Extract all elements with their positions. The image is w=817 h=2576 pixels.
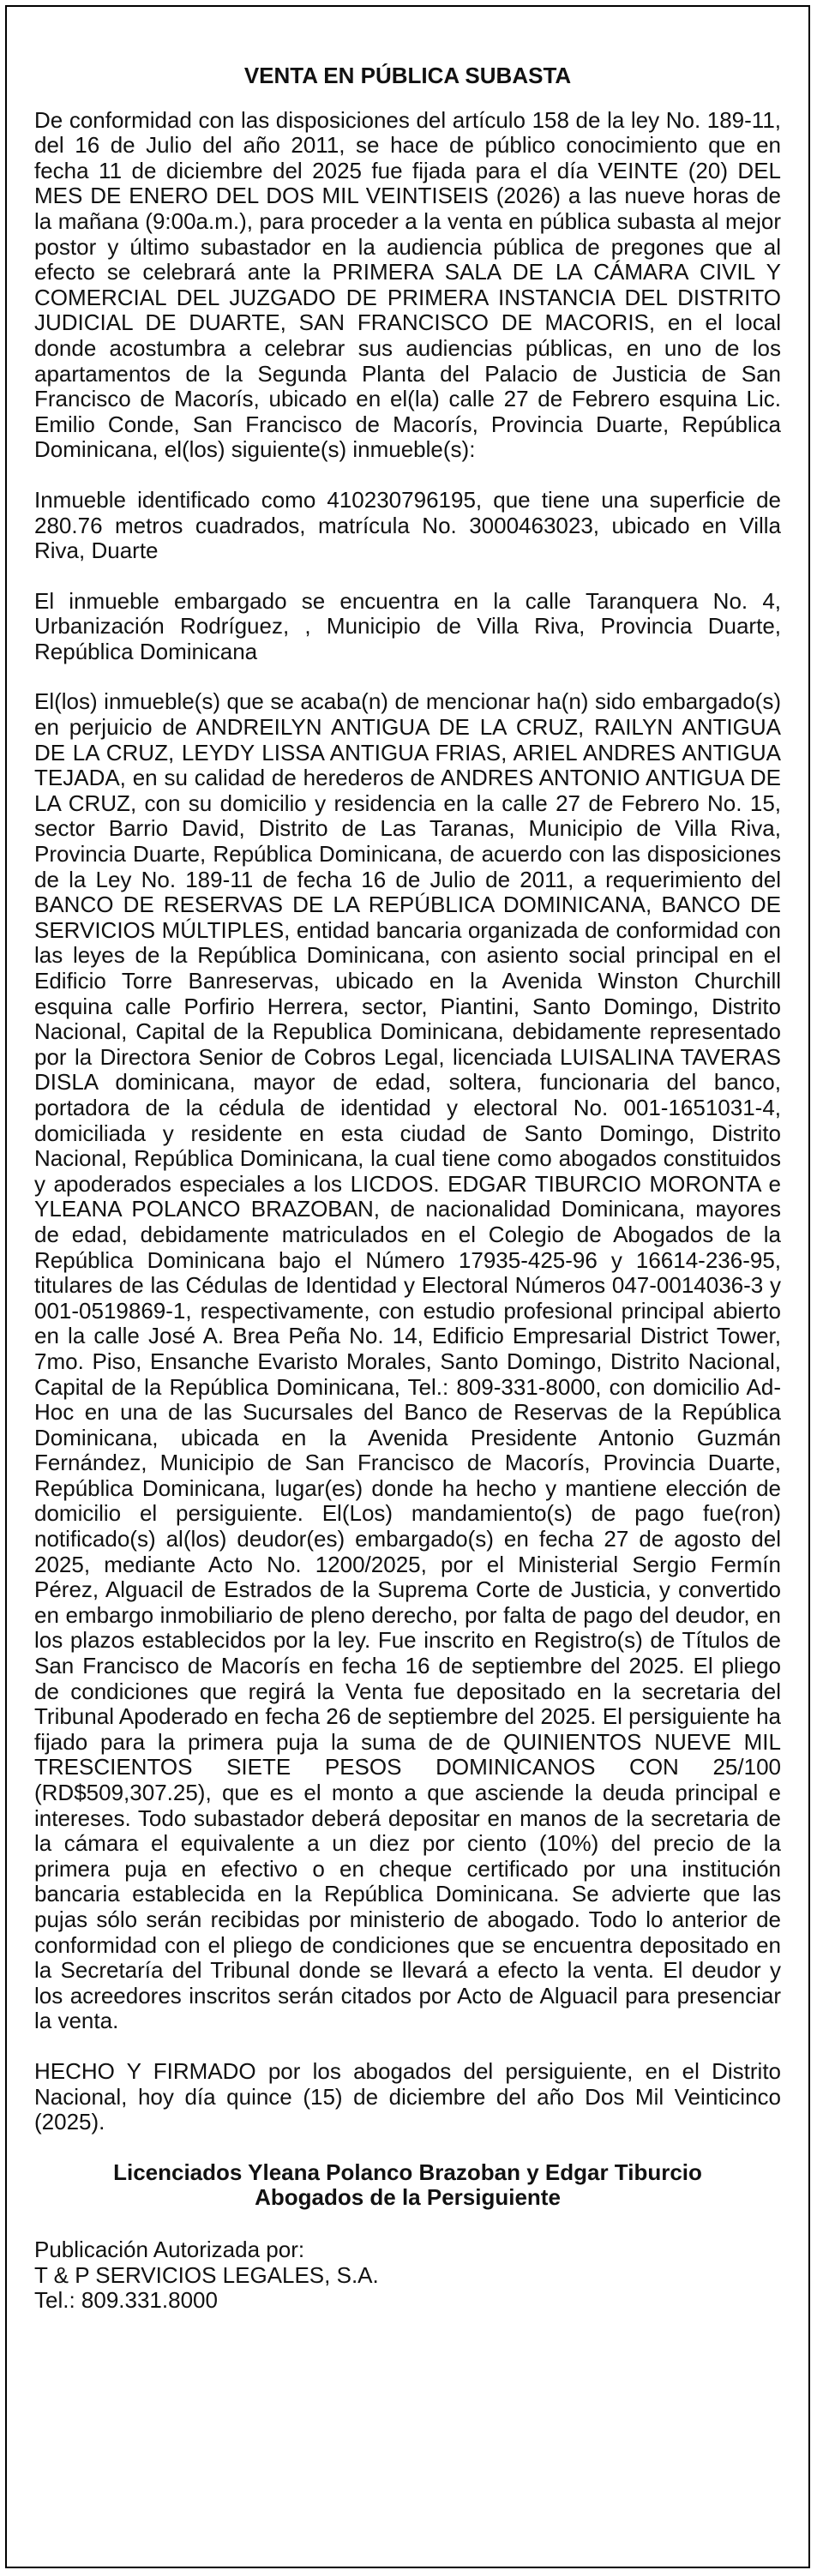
signature-names: Licenciados Yleana Polanco Brazoban y Edgar Tiburcio: [113, 2159, 702, 2185]
footer-authorized: Publicación Autorizada por:: [34, 2236, 305, 2262]
legal-notice: [5, 5, 810, 2568]
notice-paragraph-location: El inmueble embargado se encuentra en la calle Taranquera No. 4, Urbanización Rodríguez, , Municipio de Villa Riva, Provincia Duarte, República Dominicana: [34, 587, 781, 664]
signature-block: [34, 2160, 781, 2211]
footer-phone: Tel.: 809.331.8000: [34, 2287, 218, 2314]
footer-company: T & P SERVICIOS LEGALES, S.A.: [34, 2261, 379, 2288]
notice-title: VENTA EN PÚBLICA SUBASTA: [243, 63, 572, 88]
notice-paragraph-signed: HECHO Y FIRMADO por los abogados del persiguiente, en el Distrito Nacional, hoy día quince (15) de diciembre del año Dos Mil Veinticinco (2025).: [34, 2057, 781, 2135]
signature-role: Abogados de la Persiguiente: [255, 2184, 561, 2211]
notice-paragraph-property: Inmueble identificado como 410230796195, que tiene una superficie de 280.76 metros cuadrados, matrícula No. 3000463023, ubicado en Villa Riva, Duarte: [34, 486, 781, 564]
notice-paragraph-intro: De conformidad con las disposiciones del artículo 158 de la ley No. 189-11, del 16 de Julio del año 2011, se hace de público conocimiento que en fecha 11 de diciembre del 2025 fue fijada para el día VEINTE (20) DEL MES DE ENERO DEL DOS MIL VEINTISEIS (2026) a las nueve horas de la mañana (9:00a.m.), para proceder a la venta en pública subasta al mejor postor y último subastador en la audiencia pública de pregones que al efecto se celebrará ante la PRIMERA SALA DE LA CÁMARA CIVIL Y COMERCIAL DEL JUZGADO DE PRIMERA INSTANCIA DEL DISTRITO JUDICIAL DE DUARTE, SAN FRANCISCO DE MACORIS, en el local donde acostumbra a celebrar sus audiencias públicas, en uno de los apartamentos de la Segunda Planta del Palacio de Justicia de San Francisco de Macorís, ubicado en el(la) calle 27 de Febrero esquina Lic. Emilio Conde, San Francisco de Macorís, Provincia Duarte, República Dominicana, el(los) siguiente(s) inmueble(s):: [34, 106, 781, 463]
publication-footer: [34, 2237, 781, 2314]
notice-paragraph-details: El(los) inmueble(s) que se acaba(n) de mencionar ha(n) sido embargado(s) en perjuicio de ANDREILYN ANTIGUA DE LA CRUZ, RAILYN ANTIGUA DE LA CRUZ, LEYDY LISSA ANTIGUA FRIAS, ARIEL ANDRES ANTIGUA TEJADA, en su calidad de herederos de ANDRES ANTONIO ANTIGUA DE LA CRUZ, con su domicilio y residencia en la calle 27 de Febrero No. 15, sector Barrio David, Distrito de Las Taranas, Municipio de Villa Riva, Provincia Duarte, República Dominicana, de acuerdo con las disposiciones de la Ley No. 189-11 de fecha 16 de Julio de 2011, a requerimiento del BANCO DE RESERVAS DE LA REPÚBLICA DOMINICANA, BANCO DE SERVICIOS MÚLTIPLES, entidad bancaria organizada de conformidad con las leyes de la República Dominicana, con asiento social principal en el Edificio Torre Banreservas, ubicado en la Avenida Winston Churchill esquina calle Porfirio Herrera, sector, Piantini, Santo Domingo, Distrito Nacional, Capital de la Republica Dominicana, debidamente representado por la Directora Senior de Cobros Legal, licenciada LUISALINA TAVERAS DISLA dominicana, mayor de edad, soltera, funcionaria del banco, portadora de la cédula de identidad y electoral No. 001-1651031-4, domiciliada y residente en esta ciudad de Santo Domingo, Distrito Nacional, República Dominicana, la cual tiene como abogados constituidos y apoderados especiales a los LICDOS. EDGAR TIBURCIO MORONTA e YLEANA POLANCO BRAZOBAN, de nacionalidad Dominicana, mayores de edad, debidamente matriculados en el Colegio de Abogados de la República Dominicana bajo el Número 17935-425-96 y 16614-236-95, titulares de las Cédulas de Identidad y Electoral Números 047-0014036-3 y 001-0519869-1, respectivamente, con estudio profesional principal abierto en la calle José A. Brea Peña No. 14, Edificio Empresarial District Tower, 7mo. Piso, Ensanche Evaristo Morales, Santo Domingo, Distrito Nacional, Capital de la República Dominicana, Tel.: 809-331-8000, con domicilio Ad- Hoc en una de las Sucursales del Banco de Reservas de la República Dominicana, ubicada en la Avenida Presidente Antonio Guzmán Fernández, Municipio de San Francisco de Macorís, Provincia Duarte, República Dominicana, lugar(es) donde ha hecho y mantiene elección de domicilio el persiguiente. El(Los) mandamiento(s) de pago fue(ron) notificado(s) al(los) deudor(es) embargado(s) en fecha 27 de agosto del 2025, mediante Acto No. 1200/2025, por el Ministerial Sergio Fermín Pérez, Alguacil de Estrados de la Suprema Corte de Justicia, y convertido en embargo inmobiliario de pleno derecho, por falta de pago del deudor, en los plazos establecidos por la ley. Fue inscrito en Registro(s) de Títulos de San Francisco de Macorís en fecha 16 de septiembre del 2025. El pliego de condiciones que regirá la Venta fue depositado en la secretaria del Tribunal Apoderado en fecha 26 de septiembre del 2025. El persiguiente ha fijado para la primera puja la suma de de QUINIENTOS NUEVE MIL TRESCIENTOS SIETE PESOS DOMINICANOS CON 25/100 (RD$509,307.25), que es el monto a que asciende la deuda principal e intereses. Todo subastador deberá depositar en manos de la secretaria de la cámara el equivalente a un diez por ciento (10%) del precio de la primera puja en efectivo o en cheque certificado por una institución bancaria establecida en la República Dominicana. Se advierte que las pujas sólo serán recibidas por ministerio de abogado. Todo lo anterior de conformidad con el pliego de condiciones que se encuentra depositado en la Secretaría del Tribunal donde se llevará a efecto la venta. El deudor y los acreedores inscritos serán citados por Acto de Alguacil para presenciar la venta.: [34, 688, 781, 2034]
